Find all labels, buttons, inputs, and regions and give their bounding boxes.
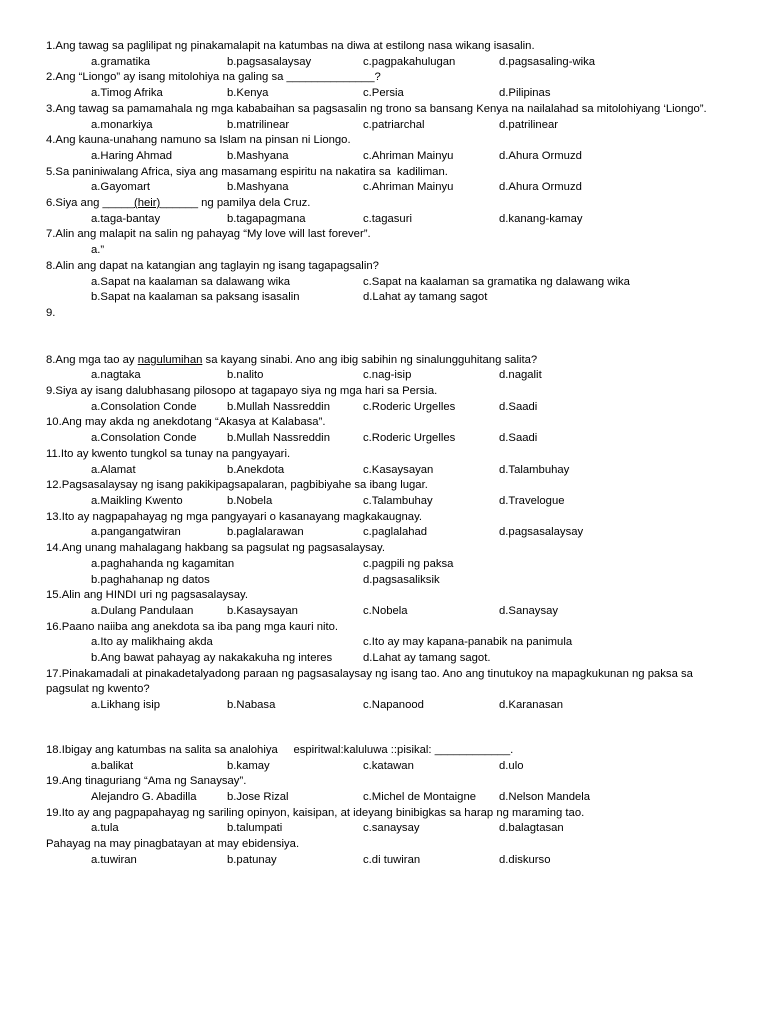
question-number: 9. — [46, 306, 56, 319]
question-item — [46, 306, 722, 322]
choice-a: a.Alamat — [91, 463, 136, 476]
question-item — [46, 447, 722, 478]
choice-c: c.sanaysay — [363, 822, 420, 835]
choice-list — [46, 557, 722, 588]
choice-d: d.ulo — [499, 759, 524, 772]
choice-a: a.Dulang Pandulaan — [91, 604, 194, 617]
choice-list — [46, 400, 722, 416]
question-item — [46, 837, 722, 868]
question-number: 7. — [46, 228, 56, 241]
question-item — [46, 227, 722, 258]
question-body: Ang kauna-unahang namuno sa Islam na pinsan ni Liongo. — [55, 134, 351, 147]
question-text — [46, 39, 722, 55]
question-body: Pagsasalaysay ng isang pakikipagsapalaran, pagbibiyahe sa ibang lugar. — [61, 479, 428, 492]
choice-a: a.tula — [91, 822, 119, 835]
question-body: Ang may akda ng anekdotang “Akasya at Kalabasa”. — [61, 416, 326, 429]
choice-list — [46, 243, 722, 259]
question-number: 13. — [46, 510, 62, 523]
choice-list — [46, 759, 722, 775]
question-number: 18. — [46, 743, 62, 756]
question-body: Ito ay nagpapahayag ng mga pangyayari o kasanayang magkakaugnay. — [61, 510, 423, 523]
choice-list — [46, 55, 722, 71]
question-text — [46, 541, 722, 557]
choice-d: d.Travelogue — [499, 494, 565, 507]
question-number: 5. — [46, 165, 56, 178]
spacer — [46, 714, 722, 743]
choice-b: b.kamay — [227, 759, 270, 772]
choice-list — [46, 821, 722, 837]
question-number: 9. — [46, 385, 56, 398]
question-text — [46, 837, 722, 853]
question-number: 4. — [46, 134, 56, 147]
choice-list — [46, 149, 722, 165]
question-text — [46, 306, 722, 322]
choice-c: c.Talambuhay — [363, 494, 433, 507]
choice-b: b.Kenya — [227, 87, 269, 100]
question-body-post: sa kayang sinabi. Ano ang ibig sabihin ng sinalungguhitang salita? — [202, 353, 538, 366]
choice-b: b.Jose Rizal — [227, 790, 289, 803]
question-item — [46, 510, 722, 541]
question-number: 11. — [46, 447, 61, 460]
question-text — [46, 415, 722, 431]
question-item — [46, 415, 722, 446]
choice-list — [46, 431, 722, 447]
question-body: Pinakamadali at pinakadetalyadong paraan ng pagsasalaysay ng isang tao. Ano ang tinutukoy na mapagkukunan ng paksa sa pagsulat ng kwento? — [46, 667, 697, 696]
choice-d: d.Lahat ay tamang sagot — [363, 291, 488, 304]
question-body: Ang “Liongo” ay isang mitolohiya na galing sa ______________? — [55, 71, 381, 84]
choice-a: a.Sapat na kaalaman sa dalawang wika — [91, 275, 291, 288]
underlined-term: (heir) — [133, 197, 161, 210]
choice-b: b.Sapat na kaalaman sa paksang isasalin — [91, 291, 300, 304]
choice-list — [46, 86, 722, 102]
question-text — [46, 196, 722, 212]
choice-d: d.Sanaysay — [499, 604, 559, 617]
choice-c: c.Roderic Urgelles — [363, 432, 456, 445]
choice-list — [46, 698, 722, 714]
question-number: 1. — [46, 40, 56, 52]
choice-d: d.patrilinear — [499, 118, 559, 131]
choice-d: d.Pilipinas — [499, 87, 551, 100]
choice-b: b.paglalarawan — [227, 526, 304, 539]
question-item — [46, 196, 722, 227]
question-number: 16. — [46, 620, 62, 633]
choice-list — [46, 212, 722, 228]
choice-list — [46, 853, 722, 869]
choice-b: b.talumpati — [227, 822, 283, 835]
choice-a: a.Maikling Kwento — [91, 494, 183, 507]
choice-d: d.pagsasaling-wika — [499, 55, 596, 68]
choice-list — [46, 604, 722, 620]
choice-a: a.nagtaka — [91, 369, 141, 382]
choice-d: d.pagsasaliksik — [363, 573, 440, 586]
question-body: Alin ang malapit na salin ng pahayag “My love will last forever”. — [55, 228, 371, 241]
choice-b: b.nalito — [227, 369, 264, 382]
question-body: Ang tinaguriang “Ama ng Sanaysay”. — [61, 775, 247, 788]
choice-d: d.balagtasan — [499, 822, 564, 835]
question-body: Alin ang dapat na katangian ang taglayin ng isang tagapagsalin? — [55, 259, 379, 272]
question-body: Siya ay isang dalubhasang pilosopo at tagapayo siya ng mga hari sa Persia. — [55, 385, 438, 398]
choice-a: Alejandro G. Abadilla — [91, 790, 197, 803]
choice-a: a.monarkiya — [91, 118, 153, 131]
choice-a: a.gramatika — [91, 55, 151, 68]
question-text — [46, 102, 722, 118]
question-text — [46, 510, 722, 526]
choice-a: a.Timog Afrika — [91, 87, 163, 100]
choice-d: d.Ahura Ormuzd — [499, 149, 582, 162]
question-item — [46, 259, 722, 306]
choice-list — [46, 180, 722, 196]
choice-d: d.kanang-kamay — [499, 212, 583, 225]
question-text — [46, 667, 722, 698]
choice-b: b.Mullah Nassreddin — [227, 432, 330, 445]
choice-d: d.nagalit — [499, 369, 542, 382]
question-text — [46, 743, 722, 759]
choice-c: c.Ito ay may kapana-panabik na panimula — [363, 636, 573, 649]
question-body: Pahayag na may pinagbatayan at may ebidensiya. — [46, 838, 300, 851]
question-number: 2. — [46, 71, 56, 84]
question-item — [46, 165, 722, 196]
choice-d: d.Ahura Ormuzd — [499, 181, 582, 194]
choice-list — [46, 275, 722, 306]
question-number: 8. — [46, 259, 56, 272]
question-body: Ang unang mahalagang hakbang sa pagsulat ng pagsasalaysay. — [61, 542, 385, 555]
choice-a: a.paghahanda ng kagamitan — [91, 557, 235, 570]
choice-c: c.pagpakahulugan — [363, 55, 456, 68]
choice-list — [46, 368, 722, 384]
question-body-pre: Siya ang _____ — [55, 197, 134, 210]
choice-a: a.pangangatwiran — [91, 526, 181, 539]
question-number: 3. — [46, 102, 56, 115]
question-text — [46, 774, 722, 790]
question-item — [46, 478, 722, 509]
question-item — [46, 102, 722, 133]
choice-c: c.Sapat na kaalaman sa gramatika ng dalawang wika — [363, 275, 630, 288]
choice-c: c.katawan — [363, 759, 414, 772]
question-number: 17. — [46, 667, 62, 680]
question-text — [46, 165, 722, 181]
question-item — [46, 774, 722, 805]
choice-d: d.Nelson Mandela — [499, 790, 591, 803]
choice-b: b.tagapagmana — [227, 212, 306, 225]
question-item — [46, 588, 722, 619]
choice-b: b.Mashyana — [227, 149, 289, 162]
question-item — [46, 620, 722, 667]
choice-b: b.Ang bawat pahayag ay nakakakuha ng interes — [91, 652, 333, 665]
question-item — [46, 541, 722, 588]
question-body: Ito ay kwento tungkol sa tunay na pangyayari. — [60, 447, 291, 460]
choice-list — [46, 118, 722, 134]
question-text — [46, 478, 722, 494]
question-item — [46, 667, 722, 714]
question-body: Ang tawag sa paglilipat ng pinakamalapit na katumbas na diwa at estilong nasa wikang isasalin. — [55, 40, 535, 52]
question-number: 8. — [46, 353, 56, 366]
choice-c: c.paglalahad — [363, 526, 428, 539]
question-item — [46, 133, 722, 164]
choice-b: b.Mashyana — [227, 181, 289, 194]
question-number: 19. — [46, 806, 62, 819]
question-text — [46, 70, 722, 86]
question-body: Alin ang HINDI uri ng pagsasalaysay. — [61, 589, 249, 602]
question-item — [46, 806, 722, 837]
choice-b: b.matrilinear — [227, 118, 290, 131]
question-body: Ito ay ang pagpapahayag ng sariling opinyon, kaisipan, at ideyang binibigkas sa harap ng maraming tao. — [61, 806, 585, 819]
choice-list — [46, 463, 722, 479]
question-text — [46, 133, 722, 149]
choice-b: b.paghahanap ng datos — [91, 573, 210, 586]
choice-c: c.Michel de Montaigne — [363, 790, 477, 803]
choice-b: b.pagsasalaysay — [227, 55, 312, 68]
choice-b: b.Nobela — [227, 494, 273, 507]
choice-c: c.nag-isip — [363, 369, 412, 382]
underlined-term: nagulumihan — [137, 353, 203, 366]
question-number: 6. — [46, 197, 56, 210]
question-text — [46, 447, 722, 463]
choice-a: a.taga-bantay — [91, 212, 161, 225]
choice-c: c.di tuwiran — [363, 853, 421, 866]
choice-d: d.pagsasalaysay — [499, 526, 584, 539]
choice-c: c.Ahriman Mainyu — [363, 181, 454, 194]
choice-a: a.Consolation Conde — [91, 432, 197, 445]
question-item — [46, 353, 722, 384]
choice-c: c.Kasaysayan — [363, 463, 434, 476]
choice-d: d.diskurso — [499, 853, 551, 866]
choice-c: c.tagasuri — [363, 212, 412, 225]
choice-b: b.Nabasa — [227, 699, 276, 712]
choice-list — [46, 635, 722, 666]
question-number: 14. — [46, 542, 62, 555]
question-item — [46, 384, 722, 415]
question-text — [46, 353, 722, 369]
question-body: Sa paniniwalang Africa, siya ang masamang espiritu na nakatira sa kadiliman. — [55, 165, 448, 178]
choice-b: b.Anekdota — [227, 463, 285, 476]
question-item — [46, 39, 722, 70]
spacer — [46, 322, 722, 353]
choice-b: b.Kasaysayan — [227, 604, 298, 617]
choice-d: d.Lahat ay tamang sagot. — [363, 652, 491, 665]
choice-b: b.Mullah Nassreddin — [227, 400, 330, 413]
choice-c: c.pagpili ng paksa — [363, 557, 454, 570]
question-number: 15. — [46, 589, 62, 602]
question-body: Ibigay ang katumbas na salita sa analohiya espiritwal:kaluluwa ::pisikal: ____________. — [61, 743, 514, 756]
choice-list — [46, 525, 722, 541]
choice-a: a.balikat — [91, 759, 134, 772]
choice-a: a.Consolation Conde — [91, 400, 197, 413]
question-number: 12. — [46, 479, 62, 492]
question-body: Paano naiiba ang anekdota sa iba pang mga kauri nito. — [61, 620, 339, 633]
question-text — [46, 806, 722, 822]
choice-c: c.Nobela — [363, 604, 408, 617]
choice-b: b.patunay — [227, 853, 277, 866]
question-text — [46, 620, 722, 636]
question-item — [46, 70, 722, 101]
question-text — [46, 227, 722, 243]
choice-c: c.Roderic Urgelles — [363, 400, 456, 413]
choice-list — [46, 494, 722, 510]
question-text — [46, 384, 722, 400]
question-body: Ang tawag sa pamamahala ng mga kababaihan sa pagsasalin ng trono sa bansang Kenya na nailalahad sa mitolohiyang ‘Liongo”. — [55, 102, 707, 115]
choice-d: d.Karanasan — [499, 699, 564, 712]
choice-a: a.Gayomart — [91, 181, 151, 194]
choice-list — [46, 790, 722, 806]
choice-c: c.patriarchal — [363, 118, 425, 131]
choice-a: a.tuwiran — [91, 853, 137, 866]
question-text — [46, 259, 722, 275]
question-body-pre: Ang mga tao ay — [55, 353, 138, 366]
choice-d: d.Talambuhay — [499, 463, 570, 476]
choice-c: c.Ahriman Mainyu — [363, 149, 454, 162]
question-item — [46, 743, 722, 774]
choice-a: a.” — [91, 244, 105, 257]
question-number: 10. — [46, 416, 62, 429]
choice-d: d.Saadi — [499, 432, 538, 445]
question-body-post: ______ ng pamilya dela Cruz. — [160, 197, 311, 210]
choice-c: c.Persia — [363, 87, 404, 100]
choice-a: a.Ito ay malikhaing akda — [91, 636, 213, 649]
question-text — [46, 588, 722, 604]
choice-c: c.Napanood — [363, 699, 424, 712]
choice-a: a.Haring Ahmad — [91, 149, 173, 162]
question-number: 19. — [46, 775, 62, 788]
choice-a: a.Likhang isip — [91, 699, 161, 712]
choice-d: d.Saadi — [499, 400, 538, 413]
